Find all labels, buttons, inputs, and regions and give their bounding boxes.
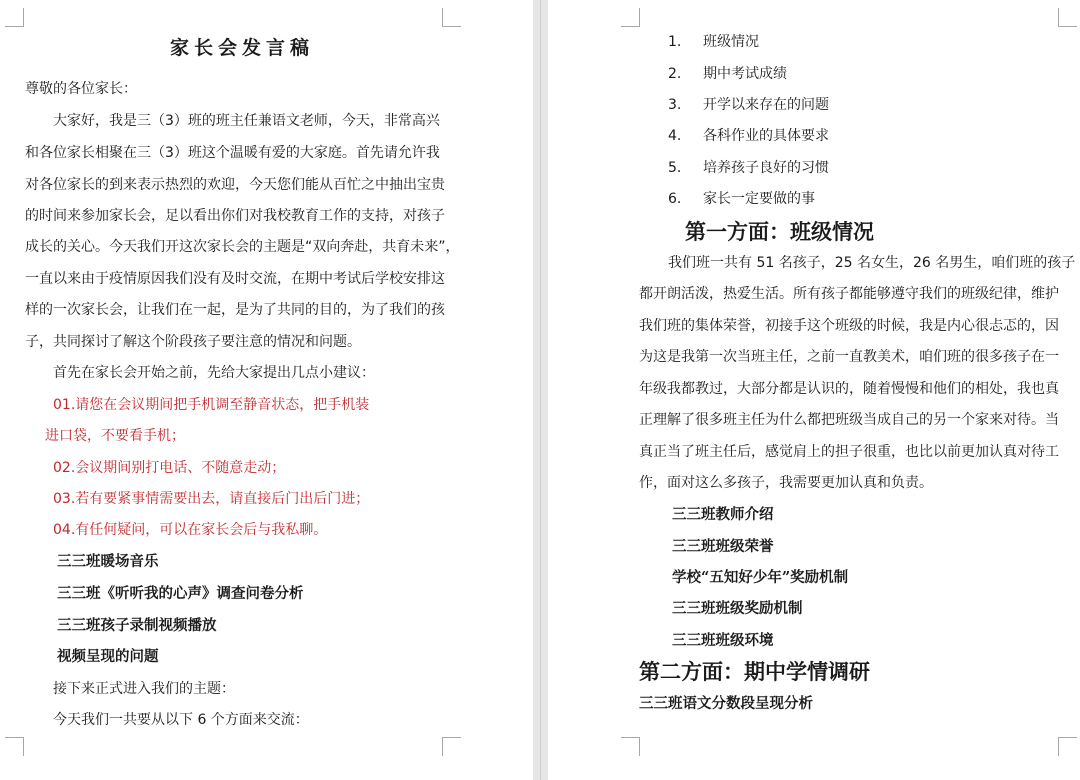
- rule-item: 02.会议期间别打电话、不随意走动；: [53, 460, 286, 476]
- paragraph-line: 都开朗活泼，热爱生活。所有孩子都能够遵守我们的班级纪律，维护: [639, 286, 1059, 302]
- bold-item: 三三班孩子录制视频播放: [57, 617, 217, 634]
- section-heading: 第二方面：期中学情调研: [639, 659, 870, 684]
- list-number: 3.: [668, 97, 682, 113]
- crop-mark: [621, 737, 640, 756]
- list-item: 培养孩子良好的习惯: [703, 160, 829, 176]
- rule-item: 04.有任何疑问，可以在家长会后与我私聊。: [53, 522, 328, 538]
- paragraph-line: 我们班一共有 51 名孩子，25 名女生，26 名男生，咱们班的孩子: [668, 255, 1076, 271]
- bold-item: 三三班教师介绍: [672, 506, 774, 523]
- rule-item: 01.请您在会议期间把手机调至静音状态，把手机装: [53, 397, 370, 413]
- paragraph-line: 年级我都教过，大部分都是认识的，随着慢慢和他们的相处，我也真: [639, 381, 1059, 397]
- list-item: 各科作业的具体要求: [703, 128, 829, 144]
- bold-item: 三三班暖场音乐: [57, 553, 159, 570]
- paragraph-line: 真正当了班主任后，感觉肩上的担子很重，也比以前更加认真对待工: [639, 444, 1059, 460]
- rule-item: 进口袋，不要看手机；: [45, 428, 185, 444]
- list-number: 1.: [668, 34, 682, 50]
- paragraph-line: 样的一次家长会，让我们在一起，是为了共同的目的，为了我们的孩: [25, 302, 445, 318]
- crop-mark: [621, 8, 640, 27]
- bold-item: 三三班《听听我的心声》调查问卷分析: [57, 585, 304, 602]
- paragraph-line: 正理解了很多班主任为什么都把班级当成自己的另一个家来对待。当: [639, 412, 1059, 428]
- bold-item: 学校“五知好少年”奖励机制: [672, 569, 849, 586]
- subheading: 三三班语文分数段呈现分析: [639, 695, 813, 712]
- crop-mark: [442, 737, 461, 756]
- page-divider: [540, 0, 541, 780]
- list-number: 2.: [668, 66, 682, 82]
- paragraph-line: 作，面对这么多孩子，我需要更加认真和负责。: [639, 475, 933, 491]
- list-item: 家长一定要做的事: [703, 191, 815, 207]
- bold-item: 视频呈现的问题: [57, 648, 159, 665]
- paragraph-line: 对各位家长的到来表示热烈的欢迎，今天您们能从百忙之中抽出宝贵: [25, 177, 445, 193]
- outro-line: 接下来正式进入我们的主题：: [53, 681, 235, 697]
- crop-mark: [5, 737, 24, 756]
- rule-item: 03.若有要紧事情需要出去，请直接后门出后门进；: [53, 491, 370, 507]
- bold-item: 三三班班级环境: [672, 632, 774, 649]
- paragraph-line: 一直以来由于疫情原因我们没有及时交流，在期中考试后学校安排这: [25, 271, 445, 287]
- paragraph-line: 子，共同探讨了解这个阶段孩子要注意的情况和问题。: [25, 334, 361, 350]
- intro-line: 首先在家长会开始之前，先给大家提出几点小建议：: [53, 365, 375, 381]
- paragraph-line: 和各位家长相聚在三（3）班这个温暖有爱的大家庭。首先请允许我: [25, 145, 440, 161]
- crop-mark: [1058, 737, 1077, 756]
- crop-mark: [442, 8, 461, 27]
- document-page-left: [0, 0, 533, 780]
- document-page-right: [548, 0, 1080, 780]
- outro-line: 今天我们一共要从以下 6 个方面来交流：: [53, 712, 309, 728]
- list-item: 期中考试成绩: [703, 66, 787, 82]
- list-number: 6.: [668, 191, 682, 207]
- paragraph-line: 成长的关心。今天我们开这次家长会的主题是“双向奔赴，共育未来”，: [25, 239, 460, 255]
- paragraph-line: 大家好，我是三（3）班的班主任兼语文老师，今天，非常高兴: [53, 113, 440, 129]
- crop-mark: [1058, 8, 1077, 27]
- paragraph-line: 为这是我第一次当班主任，之前一直教美术，咱们班的很多孩子在一: [639, 349, 1059, 365]
- list-item: 班级情况: [703, 34, 759, 50]
- paragraph-line: 的时间来参加家长会，足以看出你们对我校教育工作的支持，对孩子: [25, 208, 445, 224]
- list-item: 开学以来存在的问题: [703, 97, 829, 113]
- bold-item: 三三班班级奖励机制: [672, 600, 803, 617]
- greeting: 尊敬的各位家长：: [25, 81, 137, 97]
- list-number: 4.: [668, 128, 682, 144]
- section-heading: 第一方面：班级情况: [685, 219, 874, 244]
- document-title: 家长会发言稿: [170, 37, 315, 59]
- crop-mark: [5, 8, 24, 27]
- bold-item: 三三班班级荣誉: [672, 538, 774, 555]
- list-number: 5.: [668, 160, 682, 176]
- paragraph-line: 我们班的集体荣誉，初接手这个班级的时候，我是内心很忐忑的，因: [639, 318, 1059, 334]
